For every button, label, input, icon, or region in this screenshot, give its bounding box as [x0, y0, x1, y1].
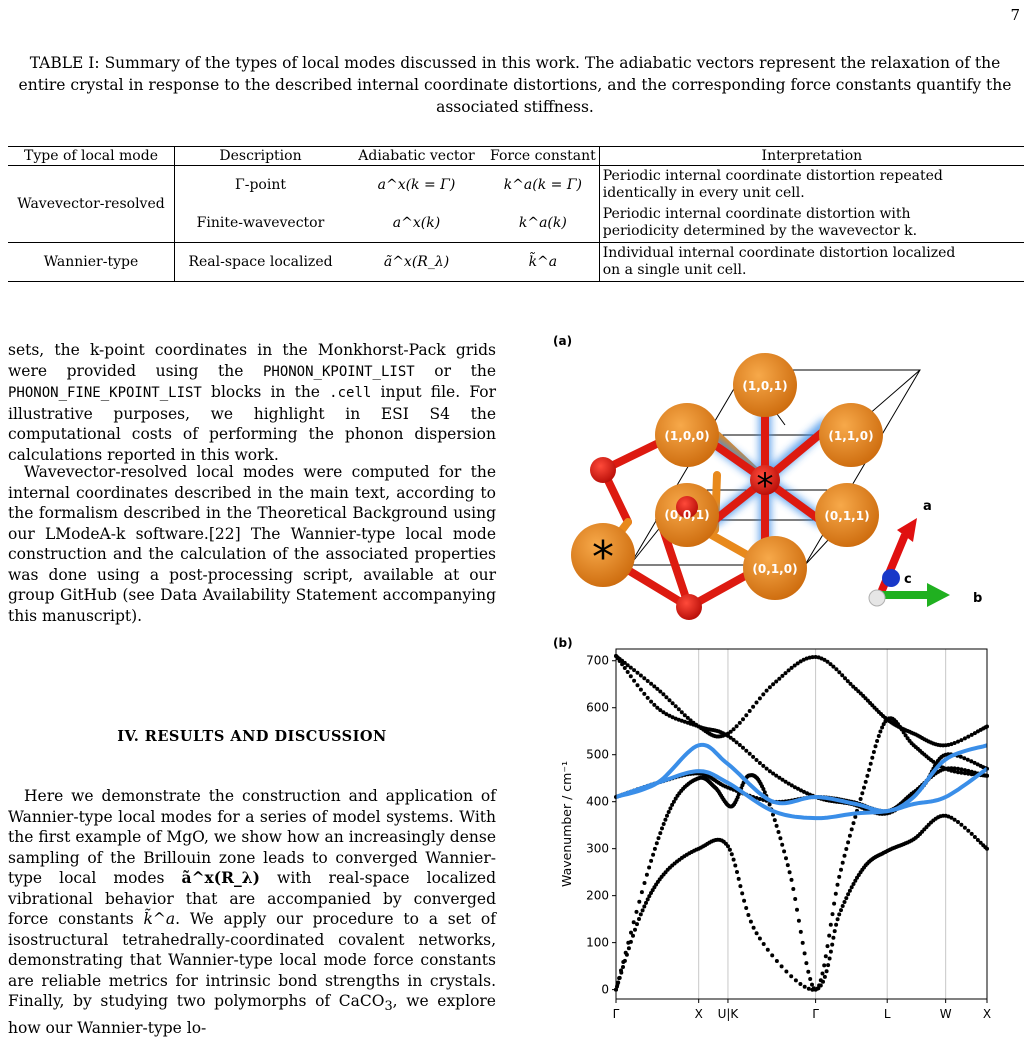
phonon-band-point — [755, 931, 759, 935]
phonon-band-point — [777, 830, 781, 834]
phonon-band-point — [660, 826, 664, 830]
phonon-band-point — [833, 929, 837, 933]
phonon-band-point — [803, 951, 807, 955]
phonon-band-point — [744, 906, 748, 910]
phonon-band-point — [670, 803, 674, 807]
phonon-band-point — [846, 892, 850, 896]
phonon-band-point — [775, 824, 779, 828]
phonon-band-point — [777, 677, 781, 681]
phonon-band-point — [970, 770, 974, 774]
crystal-structure-figure — [555, 340, 1025, 630]
phonon-band-point — [962, 756, 966, 760]
phonon-band-point — [859, 797, 863, 801]
x-tick-label: Γ — [812, 1007, 819, 1021]
y-tick-label: 0 — [601, 982, 609, 997]
phonon-band-point — [677, 707, 681, 711]
phonon-band-point — [646, 696, 650, 700]
cell-constant: k̃^a — [487, 243, 599, 282]
phonon-band-point — [841, 861, 845, 865]
phonon-band-point — [780, 964, 784, 968]
phonon-band-point — [823, 975, 827, 979]
phonon-band-point — [794, 978, 798, 982]
phonon-band-point — [795, 908, 799, 912]
phonon-band-point — [744, 749, 748, 753]
phonon-band-point — [629, 940, 633, 944]
phonon-band-point — [970, 733, 974, 737]
phonon-band-point — [798, 982, 802, 986]
phonon-band-point — [846, 679, 850, 683]
phonon-band-point — [668, 806, 672, 810]
atom-label: (1,0,1) — [742, 379, 788, 393]
phonon-band-point — [875, 739, 879, 743]
y-tick-label: 300 — [586, 841, 609, 856]
phonon-band-point — [765, 689, 769, 693]
body-paragraph-3: Here we demonstrate the construction and application of Wannier-type local modes for a series of model systems. With the first example of MgO, we show how an increasingly dense sampling of the Brillouin zone leads to converged Wannier-type local modes ã^x(R_λ) with real-space localized vibrational behavior that are accompanied by converged force constants k̃^a. We apply our procedure to a set of isostructural tetrahedrally-coordinated covalent networks, demonstrating that Wannier-type local mode force constants are reliable metrics for intrinsic bond strengths in crystals. Finally, by studying two polymorphs of CaCO$_3$, we explore how our Wannier-type lo- — [8, 787, 497, 1037]
phonon-band-point — [629, 674, 633, 678]
table-row — [8, 243, 1024, 282]
phonon-band-point — [959, 823, 963, 827]
cell-vector: ã^x(R_λ) — [346, 243, 487, 282]
cell-interpretation: Periodic internal coordinate distortion repeated identically in every unit cell. — [599, 166, 1024, 205]
y-tick-label: 400 — [586, 794, 609, 809]
phonon-band-point — [646, 897, 650, 901]
y-axis-label: Wavenumber / cm⁻¹ — [559, 761, 574, 887]
phonon-band-point — [775, 959, 779, 963]
phonon-band-point — [810, 983, 814, 987]
phonon-band-point — [844, 896, 848, 900]
phonon-band-point — [771, 682, 775, 686]
phonon-band-point — [829, 950, 833, 954]
phonon-band-point — [664, 695, 668, 699]
phonon-band-point — [963, 768, 967, 772]
phonon-band-point — [882, 722, 886, 726]
phonon-band-point — [683, 713, 687, 717]
phonon-band-point — [793, 897, 797, 901]
phonon-band-point — [626, 670, 630, 674]
phonon-band-point — [640, 890, 644, 894]
phonon-band-point — [826, 944, 830, 948]
phonon-band-point — [836, 883, 840, 887]
page-number: 7 — [1010, 6, 1020, 24]
phonon-band-point — [789, 974, 793, 978]
phonon-band-point — [746, 913, 750, 917]
phonon-band-point — [869, 762, 873, 766]
phonon-band-point — [862, 786, 866, 790]
phonon-band-point — [963, 826, 967, 830]
phonon-band-point — [645, 873, 649, 877]
col-header-interpretation: Interpretation — [599, 147, 1024, 166]
x-axis-ticks — [613, 999, 991, 1021]
phonon-band-point — [738, 721, 742, 725]
phonon-band-point — [761, 692, 765, 696]
phonon-band-point — [824, 954, 828, 958]
phonon-band-point — [784, 671, 788, 675]
phonon-band-point — [623, 959, 627, 963]
phonon-band-point — [850, 827, 854, 831]
phonon-band-point — [761, 764, 765, 768]
x-tick-label: X — [982, 1007, 992, 1021]
y-tick-label: 200 — [586, 888, 609, 903]
phonon-band-point — [755, 701, 759, 705]
phonon-band-point — [636, 671, 640, 675]
col-header-constant: Force constant — [487, 147, 599, 166]
phonon-band-point — [623, 666, 627, 670]
phonon-band-point — [637, 917, 641, 921]
x-tick-label: U|K — [717, 1007, 739, 1021]
phonon-band-point — [834, 923, 838, 927]
col-header-description: Description — [175, 147, 347, 166]
oxygen-atom — [590, 457, 616, 483]
chart-grid — [699, 649, 946, 999]
phonon-band-point — [643, 881, 647, 885]
atom-label: (0,1,0) — [752, 562, 798, 576]
phonon-band-point — [735, 870, 739, 874]
phonon-band-point — [880, 726, 884, 730]
phonon-band-point — [732, 858, 736, 862]
phonon-band-point — [970, 832, 974, 836]
phonon-band-point — [633, 928, 637, 932]
phonon-band-point — [846, 840, 850, 844]
phonon-band-point — [831, 912, 835, 916]
phonon-band-point — [966, 758, 970, 762]
phonon-band-point — [740, 891, 744, 895]
phonon-band-point — [799, 930, 803, 934]
phonon-band-point — [837, 912, 841, 916]
phonon-band-point — [639, 688, 643, 692]
phonon-band-point — [956, 820, 960, 824]
phonon-band-point — [751, 705, 755, 709]
phonon-band-point — [830, 943, 834, 947]
phonon-band-point — [671, 701, 675, 705]
phonon-band-point — [844, 847, 848, 851]
phonon-band-point — [786, 863, 790, 867]
phonon-band-point — [829, 923, 833, 927]
oxygen-atom — [676, 594, 702, 620]
cell-type: Wannier-type — [8, 243, 175, 282]
x-tick-label: W — [939, 1007, 952, 1021]
phonon-band-point — [632, 679, 636, 683]
phonon-band-point — [642, 676, 646, 680]
y-axis-ticks — [586, 654, 616, 997]
cell-description: Finite-wavevector — [175, 204, 347, 243]
cell-vector: a^x(k) — [346, 204, 487, 243]
phonon-band-point — [644, 901, 648, 905]
phonon-band-point — [730, 852, 734, 856]
phonon-band-point — [649, 682, 653, 686]
phonon-band-point — [821, 980, 825, 984]
col-header-type: Type of local mode — [8, 147, 175, 166]
phonon-band-point — [661, 692, 665, 696]
phonon-band-point — [686, 716, 690, 720]
phonon-band-point — [837, 875, 841, 879]
phonon-band-point — [780, 843, 784, 847]
phonon-band-point — [758, 937, 762, 941]
y-tick-label: 700 — [586, 653, 609, 668]
phonon-band-point — [806, 970, 810, 974]
axis-c-label: c — [904, 572, 912, 587]
phonon-band-point — [831, 936, 835, 940]
phonon-band-point — [627, 946, 631, 950]
y-tick-label: 500 — [586, 747, 609, 762]
phonon-band-point — [804, 961, 808, 965]
phonon-band-point — [639, 674, 643, 678]
phonon-band-point — [872, 750, 876, 754]
phonon-band-point — [841, 904, 845, 908]
phonon-band-point — [665, 814, 669, 818]
phonon-band-point — [822, 963, 826, 967]
phonon-band-point — [741, 717, 745, 721]
phonon-band-point — [662, 822, 666, 826]
phonon-band-point — [651, 853, 655, 857]
phonon-band-point — [778, 836, 782, 840]
phonon-band-point — [639, 912, 643, 916]
phonon-band-point — [976, 838, 980, 842]
phonon-band-point — [843, 900, 847, 904]
phonon-band-point — [619, 971, 623, 975]
phonon-band-point — [864, 780, 868, 784]
star-marker: * — [756, 466, 774, 506]
x-tick-label: Γ — [612, 1007, 620, 1021]
phonon-band-point — [680, 710, 684, 714]
phonon-band-point — [668, 698, 672, 702]
phonon-band-point — [803, 985, 807, 989]
phonon-band-point — [959, 767, 963, 771]
phonon-band-point — [852, 821, 856, 825]
phonon-band-point — [860, 791, 864, 795]
summary-table — [8, 146, 1024, 282]
phonon-band-point — [821, 972, 825, 976]
cell-constant: k^a(k) — [487, 204, 599, 243]
panel-a-label: (a) — [553, 334, 573, 348]
cell-type: Wavevector-resolved — [8, 166, 175, 243]
phonon-band-point — [735, 724, 739, 728]
atom-label: (1,1,0) — [828, 429, 874, 443]
phonon-band-point — [834, 667, 838, 671]
phonon-band-point — [836, 917, 840, 921]
phonon-band-point — [642, 905, 646, 909]
phonon-band-point — [963, 736, 967, 740]
phonon-band-point — [848, 889, 852, 893]
body-paragraph-1: sets, the k-point coordinates in the Monkhorst-Pack grids were provided using the PHONON_KPOINT_LIST or the PHONON_FINE_KPOINT_LIST blocks in the .cell input file. For illustrative purposes, we highlight in ESI S4 the computational costs of performing the phonon dispersion calculations reported in this work. — [8, 341, 496, 464]
phonon-band-point — [635, 910, 639, 914]
phonon-band-point — [728, 848, 732, 852]
phonon-band-point — [837, 670, 841, 674]
col-header-vector: Adiabatic vector — [346, 147, 487, 166]
phonon-band-point — [748, 709, 752, 713]
phonon-band-point — [784, 856, 788, 860]
phonon-band-point — [959, 755, 963, 759]
phonon-band-point — [733, 864, 737, 868]
phonon-band-point — [771, 772, 775, 776]
phonon-band-point — [768, 685, 772, 689]
star-marker: * — [592, 532, 614, 583]
phonon-band-point — [773, 818, 777, 822]
phonon-band-point — [752, 926, 756, 930]
panel-b-label: (b) — [553, 636, 573, 650]
phonon-band-point — [642, 692, 646, 696]
x-tick-label: X — [694, 1007, 703, 1021]
phonon-band-point — [797, 919, 801, 923]
phonon-band-point — [749, 920, 753, 924]
phonon-band-point — [647, 866, 651, 870]
phonon-band-point — [632, 668, 636, 672]
y-tick-label: 100 — [586, 935, 609, 950]
phonon-band-point — [738, 743, 742, 747]
cell-interpretation: Periodic internal coordinate distortion with periodicity determined by the wavevector k. — [599, 204, 1024, 243]
phonon-band-point — [791, 887, 795, 891]
phonon-band-point — [762, 942, 766, 946]
table-header-row — [8, 147, 1024, 166]
y-tick-label: 600 — [586, 700, 609, 715]
phonon-band-point — [649, 859, 653, 863]
phonon-band-point — [788, 870, 792, 874]
phonon-band-point — [790, 878, 794, 882]
phonon-band-point — [843, 854, 847, 858]
phonon-band-point — [655, 841, 659, 845]
phonon-band-point — [655, 706, 659, 710]
phonon-band-point — [658, 831, 662, 835]
atom-label: (1,0,0) — [664, 429, 710, 443]
phonon-band-point — [867, 768, 871, 772]
phonon-band-point — [770, 953, 774, 957]
phonon-band-point — [657, 836, 661, 840]
phonon-band-point — [755, 758, 759, 762]
phonon-band-point — [621, 965, 625, 969]
phonon-band-point — [865, 774, 869, 778]
phonon-band-point — [840, 673, 844, 677]
phonon-band-point — [827, 934, 831, 938]
phonon-band-point — [641, 908, 645, 912]
cell-interpretation: Individual internal coordinate distortion localized on a single unit cell. — [599, 243, 1024, 282]
phonon-band-point — [843, 676, 847, 680]
phonon-band-point — [877, 734, 881, 738]
phonon-dispersion-chart — [555, 642, 1025, 1042]
axis-b-label: b — [973, 591, 983, 606]
phonon-band-point — [674, 704, 678, 708]
phonon-band-point — [839, 908, 843, 912]
phonon-band-point — [637, 900, 641, 904]
phonon-band-point — [839, 868, 843, 872]
phonon-band-point — [801, 941, 805, 945]
phonon-band-point — [808, 977, 812, 981]
phonon-band-point — [635, 922, 639, 926]
phonon-band-point — [774, 680, 778, 684]
phonon-band-point — [787, 668, 791, 672]
axes-triad — [869, 499, 982, 607]
phonon-band-point — [766, 948, 770, 952]
phonon-band-point — [653, 847, 657, 851]
body-paragraph-2: Wavevector-resolved local modes were computed for the internal coordinates described in the main text, according to the formalism described in the Theoretical Background using our LModeA-k software.[22] The Wannier-type local mode construction and the calculation of the associated properties was done using a post-processing script, available at our group GitHub (see Data Availability Statement accompanying this manuscript). — [8, 463, 496, 625]
axis-a-label: a — [923, 499, 932, 514]
phonon-band-point — [810, 988, 814, 992]
phonon-band-point — [848, 834, 852, 838]
cell-constant: k^a(k = Γ) — [503, 176, 583, 193]
atom-label: (0,0,1) — [664, 508, 710, 522]
chart-series — [614, 654, 989, 992]
phonon-band-point — [826, 963, 830, 967]
phonon-band-point — [969, 759, 973, 763]
phonon-band-point — [825, 969, 829, 973]
phonon-band-point — [741, 746, 745, 750]
phonon-band-point — [737, 877, 741, 881]
phonon-band-point — [782, 849, 786, 853]
phonon-band-point — [616, 981, 620, 985]
cell-description: Γ-point — [175, 166, 347, 205]
phonon-band-point — [738, 884, 742, 888]
x-tick-label: L — [883, 1007, 891, 1021]
phonon-band-point — [966, 735, 970, 739]
phonon-band-point — [744, 713, 748, 717]
phonon-band-point — [966, 829, 970, 833]
section-heading: IV. RESULTS AND DISCUSSION — [117, 728, 387, 745]
phonon-band-point — [652, 684, 656, 688]
phonon-band-point — [966, 769, 970, 773]
phonon-band-point — [625, 953, 629, 957]
phonon-band-point — [663, 818, 667, 822]
cell-vector: a^x(k = Γ) — [377, 176, 456, 193]
atom-label: (0,1,1) — [824, 509, 870, 523]
phonon-band-point — [652, 703, 656, 707]
phonon-band-point — [758, 797, 762, 801]
phonon-band-point — [973, 835, 977, 839]
phonon-band-point — [956, 767, 960, 771]
table-caption: TABLE I: Summary of the types of local modes discussed in this work. The adiabatic vectors represent the relaxation of the entire crystal in response to the described internal coordinate distortions, and the corresponding force constants quantify the associated stiffness. — [18, 54, 1012, 116]
cell-description: Real-space localized — [175, 243, 347, 282]
phonon-band-point — [758, 696, 762, 700]
phonon-band-point — [765, 767, 769, 771]
phonon-band-point — [751, 755, 755, 759]
phonon-band-point — [780, 674, 784, 678]
phonon-band-point — [959, 738, 963, 742]
phonon-band-point — [742, 899, 746, 903]
phonon-band-point — [618, 976, 622, 980]
phonon-band-point — [758, 761, 762, 765]
phonon-band-point — [832, 902, 836, 906]
phonon-band-point — [834, 892, 838, 896]
phonon-band-point — [850, 885, 854, 889]
phonon-band-point — [874, 744, 878, 748]
phonon-band-point — [768, 769, 772, 773]
phonon-band-point — [784, 970, 788, 974]
phonon-band-point — [878, 730, 882, 734]
phonon-band-point — [748, 752, 752, 756]
phonon-band-point — [807, 987, 811, 991]
table-row — [8, 166, 1024, 205]
phonon-band-point — [631, 934, 635, 938]
phonon-band-point — [646, 679, 650, 683]
phonon-band-point — [870, 756, 874, 760]
phonon-band-point — [636, 683, 640, 687]
phonon-band-point — [828, 957, 832, 961]
phonon-band-point — [667, 810, 671, 814]
phonon-band-point — [649, 700, 653, 704]
